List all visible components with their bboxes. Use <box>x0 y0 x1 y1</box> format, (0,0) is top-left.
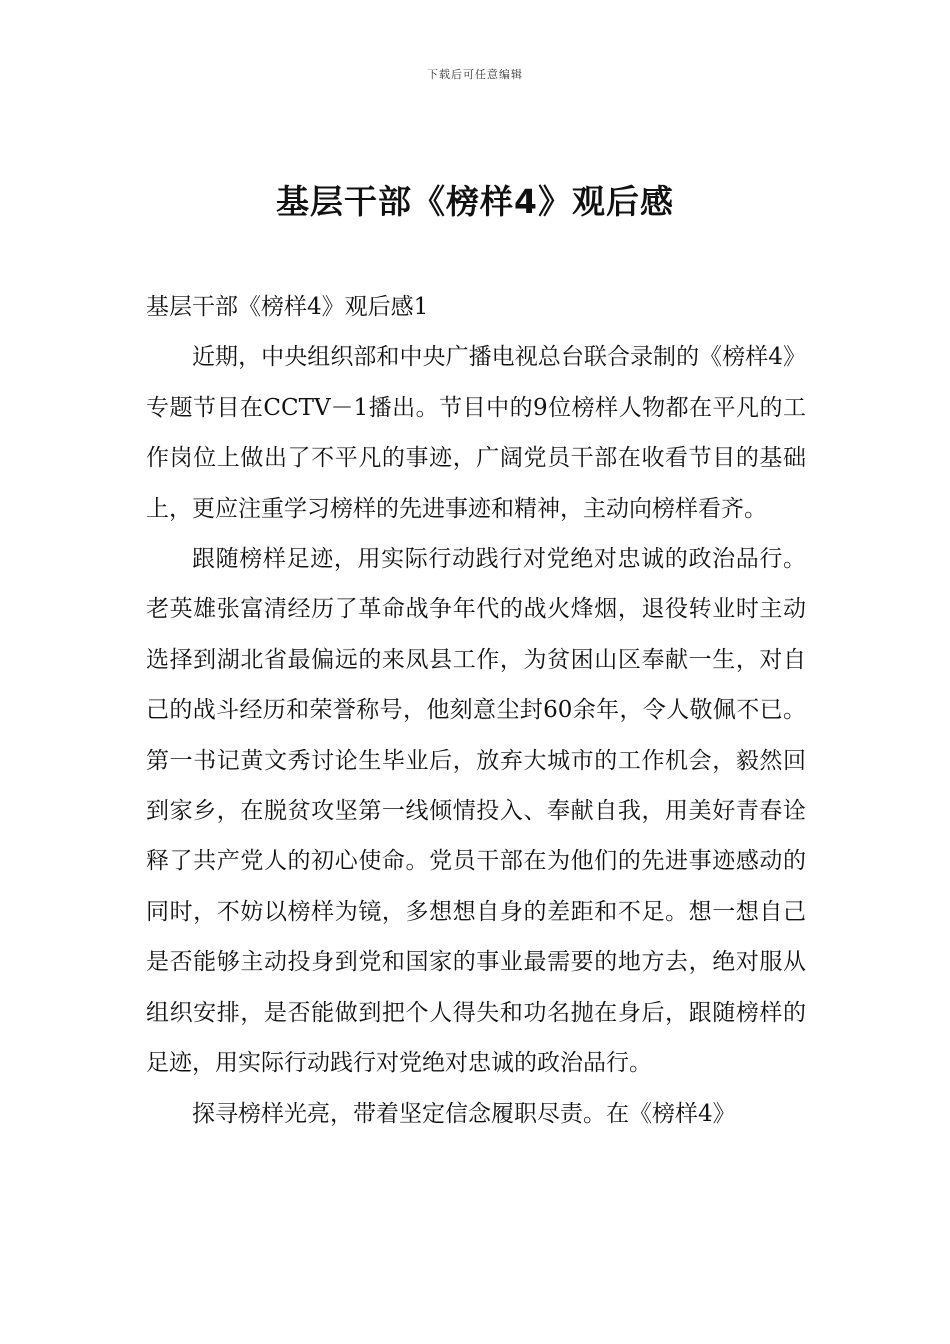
paragraph-follow-example: 跟随榜样足迹，用实际行动践行对党绝对忠诚的政治品行。老英雄张富清经历了革命战争年代的战火烽烟，退役转业时主动选择到湖北省最偏远的来凤县工作，为贫困山区奉献一生，对自己的战斗经历和荣誉称号，他刻意尘封60余年，令人敬佩不已。第一书记黄文秀讨论生毕业后，放弃大城市的工作机会，毅然回到家乡，在脱贫攻坚第一线倾情投入、奉献自我，用美好青春诠释了共产党人的初心使命。党员干部在为他们的先进事迹感动的同时，不妨以榜样为镜，多想想自身的差距和不足。想一想自己是否能够主动投身到党和国家的事业最需要的地方去，绝对服从组织安排，是否能做到把个人得失和功名抛在身后，跟随榜样的足迹，用实际行动践行对党绝对忠诚的政治品行。 <box>146 546 806 1077</box>
document-body <box>146 282 806 1139</box>
paragraph-seek-light: 探寻榜样光亮，带着坚定信念履职尽责。在《榜样4》 <box>192 1100 736 1127</box>
section-title: 基层干部《榜样4》观后感1 <box>146 294 429 320</box>
document-title: 基层干部《榜样4》观后感 <box>276 182 674 221</box>
header-note: 下载后可任意编辑 <box>427 68 523 81</box>
paragraph-intro: 近期，中央组织部和中央广播电视总台联合录制的《榜样4》专题节目在CCTV－1播出。节目中的9位榜样人物都在平凡的工作岗位上做出了不平凡的事迹，广阔党员干部在收看节目的基础上，更应注重学习榜样的先进事迹和精神，主动向榜样看齐。 <box>146 344 806 522</box>
